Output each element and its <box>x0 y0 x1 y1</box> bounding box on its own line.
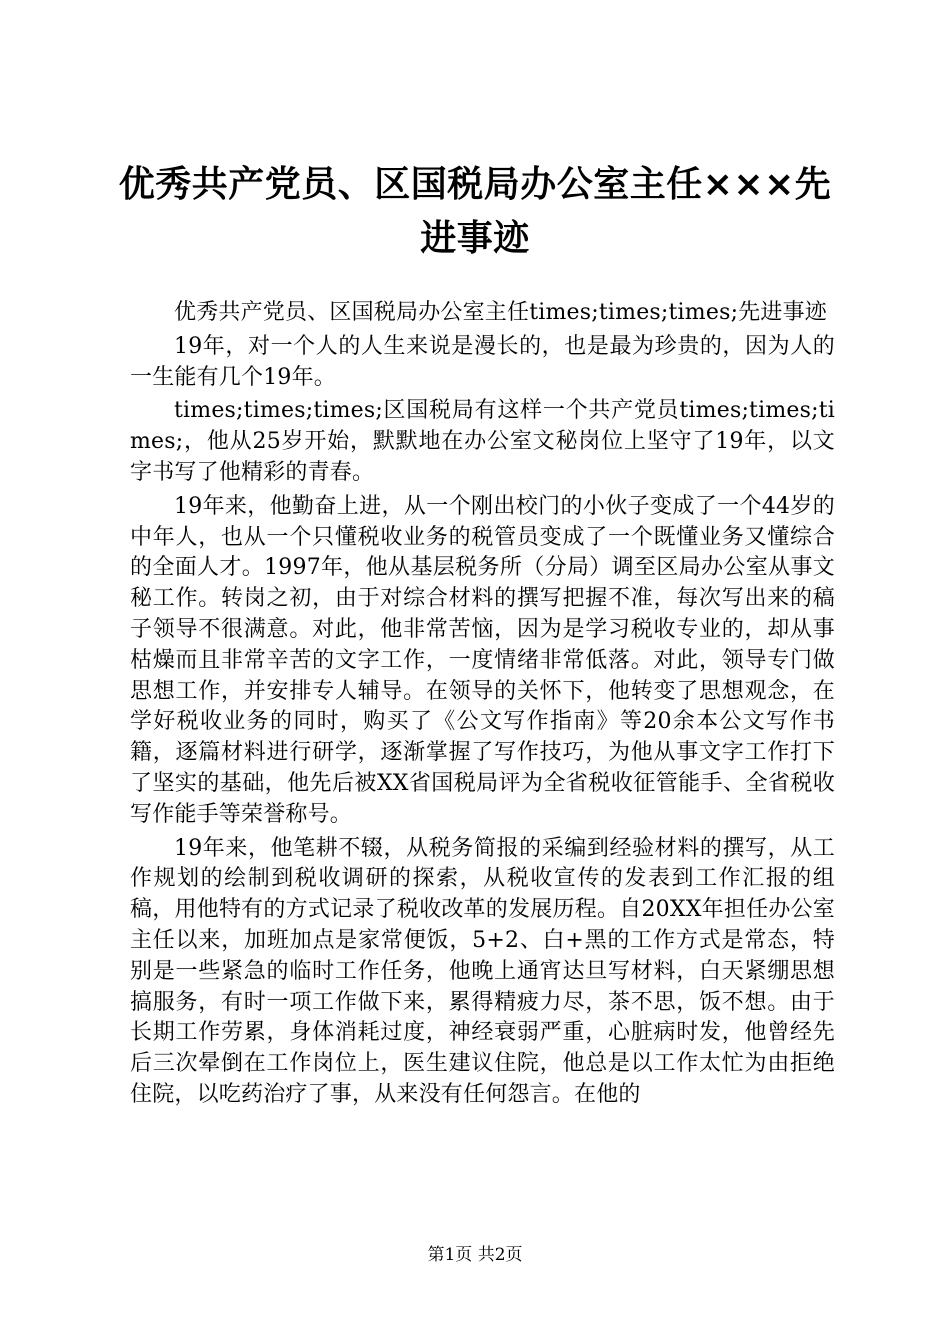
paragraph: 19年来，他勤奋上进，从一个刚出校门的小伙子变成了一个44岁的中年人，也从一个只懂税收业务的税管员变成了一个既懂业务又懂综合的全面人才。1997年，他从基层税务所（分局）调至区局办公室从事文秘工作。转岗之初，由于对综合材料的撰写把握不准，每次写出来的稿子领导不很满意。对此，他非常苦恼，因为是学习税收专业的，却从事枯燥而且非常辛苦的文字工作，一度情绪非常低落。对此，领导专门做思想工作，并安排专人辅导。在领导的关怀下，他转变了思想观念，在学好税收业务的同时，购买了《公文写作指南》等20余本公文写作书籍，逐篇材料进行研学，逐渐掌握了写作技巧，为他从事文字工作打下了坚实的基础，他先后被XX省国税局评为全省税收征管能手、全省税收写作能手等荣誉称号。 <box>130 493 835 827</box>
document-body <box>130 298 835 1111</box>
page-number-footer: 第1页 共2页 <box>427 1245 523 1265</box>
paragraph: 19年来，他笔耕不辍，从税务简报的采编到经验材料的撰写，从工作规划的绘制到税收调研的探索，从税收宣传的发表到工作汇报的组稿，用他特有的方式记录了税收改革的发展历程。自20XX年担任办公室主任以来，加班加点是家常便饭，5+2、白+黑的工作方式是常态，特别是一些紧急的临时工作任务，他晚上通宵达旦写材料，白天紧绷思想搞服务，有时一项工作做下来，累得精疲力尽，茶不思，饭不想。由于长期工作劳累，身体消耗过度，神经衰弱严重，心脏病时发，他曾经先后三次晕倒在工作岗位上，医生建议住院，他总是以工作太忙为由拒绝住院，以吃药治疗了事，从来没有任何怨言。在他的 <box>130 835 835 1107</box>
paragraph-subtitle: 优秀共产党员、区国税局办公室主任times;times;times;先进事迹 <box>174 300 827 325</box>
paragraph: times;times;times;区国税局有这样一个共产党员times;times;times;，他从25岁开始，默默地在办公室文秘岗位上坚守了19年，以文字书写了他精彩的青春。 <box>130 398 835 485</box>
paragraph: 19年，对一个人的人生来说是漫长的，也是最为珍贵的，因为人的一生能有几个19年。 <box>130 333 835 390</box>
document-title: 优秀共产党员、区国税局办公室主任×××先进事迹 <box>118 164 832 259</box>
